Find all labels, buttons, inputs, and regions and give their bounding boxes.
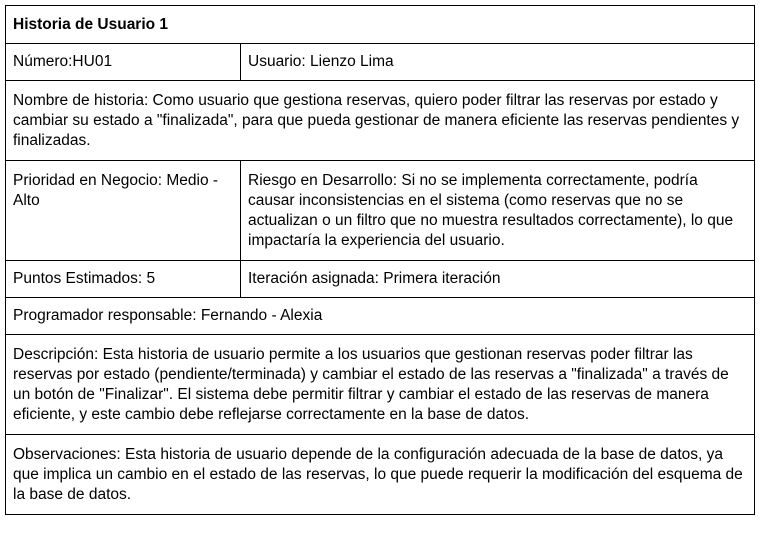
- title-row: [6, 6, 755, 44]
- description-row: [6, 335, 755, 435]
- programmer-row: [6, 298, 755, 335]
- story-number: Número:HU01: [6, 44, 241, 81]
- observations-row: [6, 435, 755, 515]
- points-iteration-row: [6, 261, 755, 298]
- responsible-programmer: Programador responsable: Fernando - Alexia: [6, 298, 755, 335]
- id-row: [6, 44, 755, 81]
- development-risk: Riesgo en Desarrollo: Si no se implementa correctamente, podría causar inconsistencias en el sistema (como reservas que no se actualizan o un filtro que no muestra resultados correctamente), lo que impactaría la experiencia del usuario.: [241, 161, 755, 261]
- story-title: Historia de Usuario 1: [6, 6, 755, 44]
- user-story-table: [5, 5, 755, 515]
- assigned-iteration: Iteración asignada: Primera iteración: [241, 261, 755, 298]
- name-row: [6, 81, 755, 161]
- estimated-points: Puntos Estimados: 5: [6, 261, 241, 298]
- story-observations: Observaciones: Esta historia de usuario depende de la configuración adecuada de la base de datos, ya que implica un cambio en el estado de las reservas, lo que puede requerir la modificación del esquema de la base de datos.: [6, 435, 755, 515]
- story-name: Nombre de historia: Como usuario que gestiona reservas, quiero poder filtrar las reservas por estado y cambiar su estado a "finalizada", para que pueda gestionar de manera eficiente las reservas pendientes y finalizadas.: [6, 81, 755, 161]
- business-priority: Prioridad en Negocio: Medio - Alto: [6, 161, 241, 261]
- story-user: Usuario: Lienzo Lima: [241, 44, 755, 81]
- story-description: Descripción: Esta historia de usuario permite a los usuarios que gestionan reservas poder filtrar las reservas por estado (pendiente/terminada) y cambiar el estado de las reservas a "finalizada" a través de un botón de "Finalizar". El sistema debe permitir filtrar y cambiar el estado de las reservas de manera eficiente, y este cambio debe reflejarse correctamente en la base de datos.: [6, 335, 755, 435]
- priority-risk-row: [6, 161, 755, 261]
